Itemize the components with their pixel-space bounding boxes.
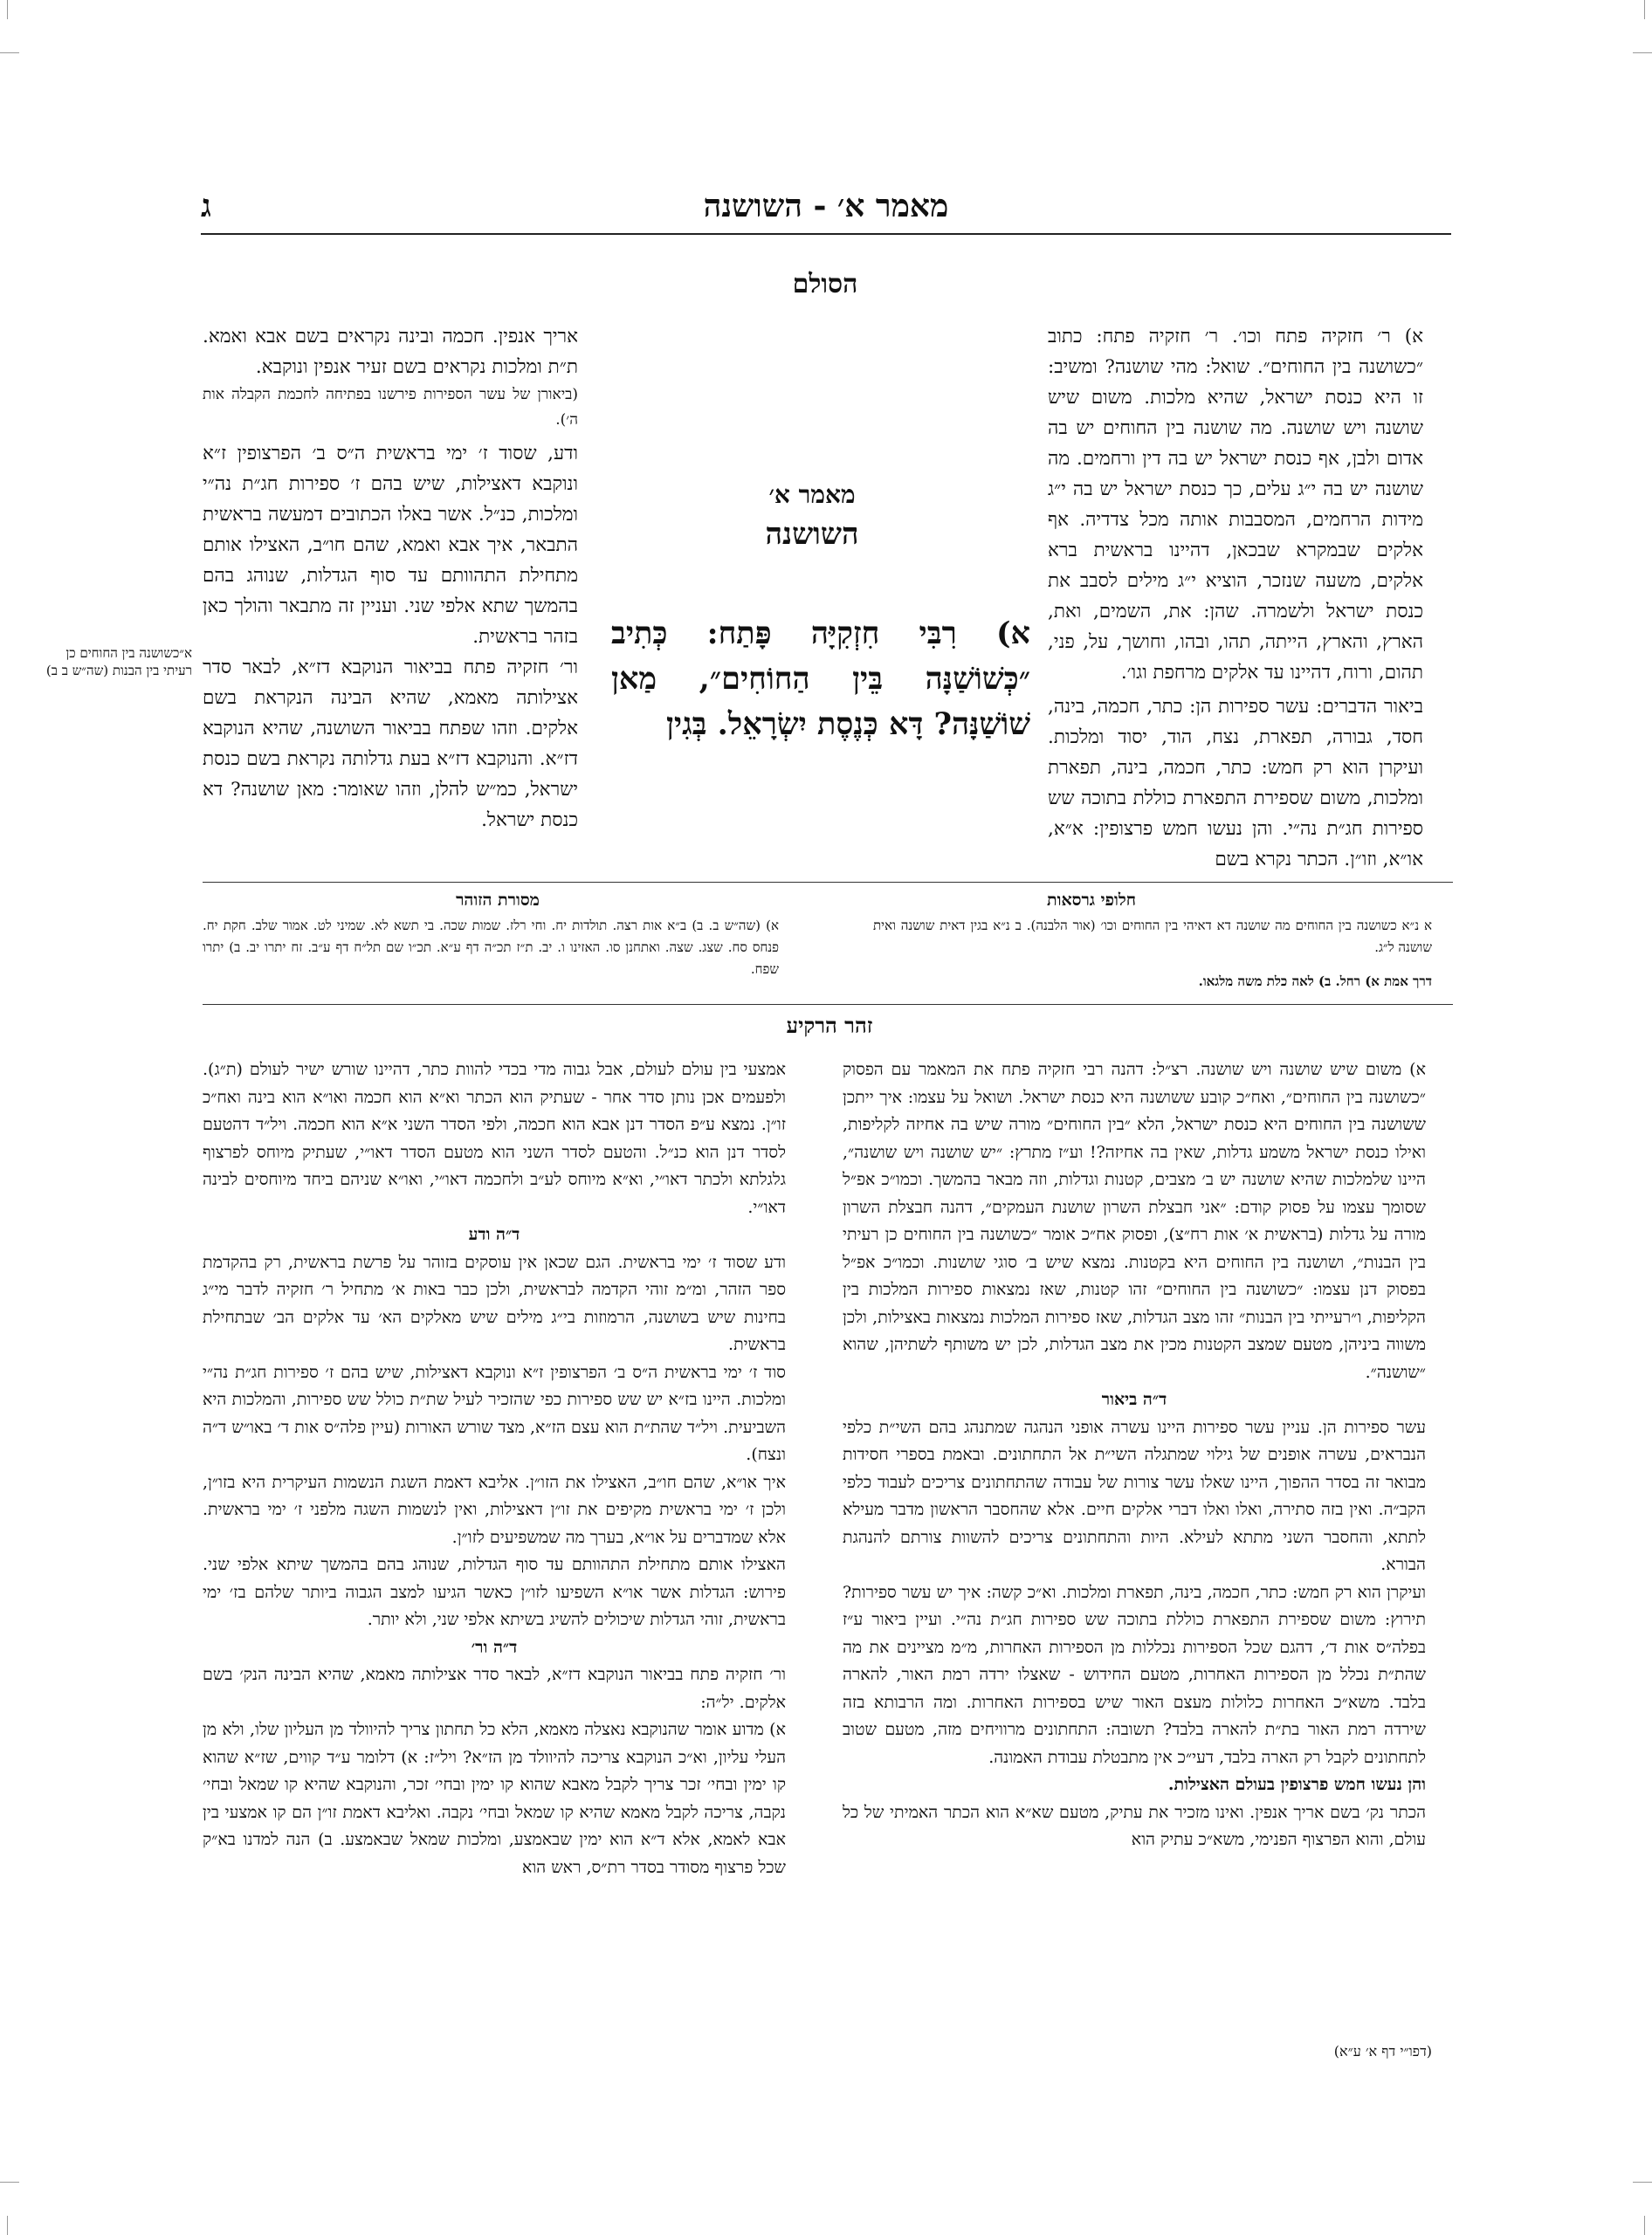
zohar-center-box (611, 480, 1013, 552)
rakia-paragraph: סוד ז׳ ימי בראשית ה״ס ב׳ הפרצופין ז״א ונוקבא דאצילות, שיש בהם ז׳ ספירות חג״ת נה״י ומלכות. היינו בז״א יש שש ספירות כפי שהזכיר לעיל שת״ת כולל שש ספירות, והמלכות היא השביעית. ויל״ד שהת״ת הוא עצם הז״א, מצד שורש האורות (עיין פלה״ס אות ד׳ באו״ש ד״ה ונצח). (203, 1362, 786, 1464)
section-title-sulam: הסולם (792, 269, 858, 299)
rakia-heading: ד״ה ביאור (1101, 1390, 1167, 1409)
mesorah-title: מסורת הזוהר (456, 891, 540, 910)
zohar-rakia-right-column (843, 1056, 1426, 1854)
rakia-paragraph: א) משום שיש שושנה ויש שושנה. רצ״ל: דהנה רבי חזקיה פתח את המאמר עם הפסוק ״כשושנה בין החוחים״, ואח״כ קובע ששושנה היא כנסת ישראל. ושואל על עצמו: איך ייתכן ששושנה בין החוחים היא כנסת ישראל, הלא ״בין החוחים״ מורה שיש בה אחיזה לקליפות, ואילו כנסת ישראל משמע גדלות, שאין בה אחיזה?! וע״ז מתרץ: ״יש שושנה ויש שושנה״, היינו שלמלכות שהיא שושנה יש ב׳ מצבים, קטנות וגדלות, וזה מבאר בהמשך. וכמו״כ אפ״ל שסומך עצמו על פסוק קודם: ״אני חבצלת השרון שושנת העמקים״, דהנה חבצלת השרון מורה על גדלות (בראשית א׳ אות רח״צ), ופסוק אח״כ אומר ״כשושנה בין החוחים כן רעיתי בין הבנות״, ושושנה בין החוחים היא בקטנות. נמצא שיש ב׳ סוגי שושנות. וכמו״כ אפ״ל בפסוק דנן עצמו: ״כשושנה בין החוחים״ זהו קטנות, שאז נמצאות ספירות המלכות בין הקליפות, ו״רעייתי בין הבנות״ זהו מצב הגדלות, שאז ספירות המלכות נמצאות באצילות, ולכן משווה ביניהן, מטעם שמצב הקטנות מכין את מצב הגדלות, לכן יש משותף לשתיהן, שהוא ״שושנה״. (843, 1060, 1426, 1382)
sulam-left-column (203, 321, 578, 836)
zohar-rakia-left-column (203, 1056, 786, 1881)
rakia-heading: ד״ה ודע (468, 1225, 520, 1244)
sulam-paragraph: ודע, שסוד ז׳ ימי בראשית ה״ס ב׳ הפרצופין ז״א ונוקבא דאצילות, שיש בהם ז׳ ספירות חג״ת נה״י ומלכות, כנ״ל. אשר באלו הכתובים דמעשה בראשית התבאר, איך אבא ואמא, שהם חו״ב, האצילו אותם מתחילת התהוותם עד סוף הגדלות, שנוהג בהם בהמשך שתא אלפי שני. ועניין זה מתבאר והולך כאן בזהר בראשית. (203, 443, 578, 648)
zohar-text: א) רִבִּי חִזְקִיָּה פָּתַח: כְּתִיב ״כְּשׁוֹשַׁנָּה בֵּין הַחוֹחִים״, מַאן שׁוֹשַׁנָּה? דָּא כְּנֶסֶת יִשְׂרָאֵל. בְּגִין (611, 615, 1030, 742)
rakia-heading: ד״ה ור׳ (471, 1637, 518, 1657)
sulam-paragraph: ביאור הדברים: עשר ספירות הן: כתר, חכמה, בינה, חסד, גבורה, תפארת, נצח, הוד, יסוד ומלכות. ועיקרן הוא רק חמש: כתר, חכמה, בינה, תפארת ומלכות, משום שספירת התפארת כוללת בתוכה שש ספירות חג״ת נה״י. והן נעשו חמש פרצופין: א״א, או״א, וזו״ן. הכתר נקרא בשם (1048, 696, 1423, 870)
rakia-paragraph: עשר ספירות הן. עניין עשר ספירות היינו עשרה אופני הנהגה שמתנהג בהם השי״ת כלפי הנבראים, עשרה אופנים של גילוי שמתגלה השי״ת אל התחתונים. ובאמת בספרי חסידות מבואר זה בסדר ההפוך, היינו שאלו עשר צורות של עבודה שהתחתונים צריכים לעבוד כלפי הקב״ה. ואין בזה סתירה, ואלו ואלו דברי אלקים חיים. אלא שהחסבר הראשון מדבר מעילא לתתא, והחסבר השני מתתא לעילא. היות והתחתונים צריכים להשוות צורתם להנהגת הבורא. (843, 1417, 1426, 1574)
crop-mark (0, 2182, 19, 2183)
sulam-paragraph: ור׳ חזקיה פתח בביאור הנוקבא דז״א, לבאר סדר אצילותה מאמא, שהיא הבינה הנקראת בשם אלקים. וזהו שפתח בביאור השושנה, שהיא הנוקבא דז״א. והנוקבא דז״א בעת גדלותה נקראת בשם כנסת ישראל, כמ״ש להלן, וזהו שאומר: מאן שושנה? דא כנסת ישראל. (203, 657, 578, 831)
rakia-paragraph: אמצעי בין עולם לעולם, אבל גבוה מדי בכדי להוות כתר, דהיינו שורש ישיר לעולם (ת״ג). ולפעמים אכן נותן סדר אחר - שעתיק הוא הכתר וא״א הוא חכמה ואו״א הוא בינה ואח״כ זו״ן. נמצא ע״פ הסדר דנן אבא הוא חכמה, ולפי הסדר השני א״א הוא חכמה. ויל״ד דהטעם לסדר דנן הוא כנ״ל. והטעם לסדר השני הוא מטעם הסדר דאו״י, שעתיק מיוחס לפרצוף גלגלתא ולכתר דאו״י, וא״א מיוחס לע״ב ולחכמה דאו״י, ואו״א שניהם ביחד מיוחסים לבינה דאו״י. (203, 1060, 786, 1217)
rakia-paragraph: הכתר נק׳ בשם אריך אנפין. ואינו מזכיר את עתיק, מטעם שא״א הוא הכתר האמיתי של כל עולם, והוא הפרצוף הפנימי, משא״כ עתיק הוא (843, 1802, 1426, 1849)
page-header (201, 188, 1451, 231)
rakia-paragraph: איך או״א, שהם חו״ב, האצילו את הזו״ן. אליבא דאמת השגת הנשמות העיקרית היא בזו״ן, ולכן ז׳ ימי בראשית מקיפים את זו״ן דאצילות, ואין לנשמות השגה מלפני ז׳ ימי בראשית. אלא שמדברים על או״א, בערך מה שמשפיעים לזו״ן. (203, 1472, 786, 1547)
header-rule (201, 233, 1451, 235)
sulam-note: (ביאורן של עשר הספירות פירשנו בפתיחה לחכמת הקבלה אות ה׳). (203, 386, 578, 429)
nusach-text: א נ״א כשושנה בין החוחים מה שושנה דא דאיהי בין החוחים וכו׳ (אור הלבנה). ב נ״א בגין דאית שושנה ואית שושנה ל״ג. (873, 918, 1432, 955)
sulam-paragraph: א) ר׳ חזקיה פתח וכו׳. ר׳ חזקיה פתח: כתוב ״כשושנה בין החוחים״. שואל: מהי שושנה? ומשיב: זו היא כנסת ישראל, שהיא מלכות. משום שיש שושנה ויש שושנה. מה שושנה בין החוחים יש בה אדום ולבן, אף כנסת ישראל יש בה דין ורחמים. מה שושנה יש בה י״ג עלים, כך כנסת ישראל יש בה י״ג מידות הרחמים, המסבבות אותה מכל צדדיה. אף אלקים שבמקרא שבכאן, דהיינו בראשית ברא אלקים, משעה שנזכר, הוציא י״ג מילים לסבב את כנסת ישראל ולשמרה. שהן: את, השמים, ואת, הארץ, והארץ, הייתה, תהו, ובהו, וחושך, על, פני, תהום, ורוח, דהיינו עד אלקים מרחפת וגו׳. (1048, 326, 1423, 684)
rakia-paragraph: האצילו אותם מתחילת התהוותם עד סוף הגדלות, שנוהג בהם בהמשך שיתא אלפי שני. פירוש: הגדלות אשר או״א השפיעו לזו״ן כאשר הגיעו למצב הגבוה ביותר שלהם בז׳ ימי בראשית, זוהי הגדלות שיכולים להשיג בשיתא אלפי שני, ולא יותר. (203, 1555, 786, 1629)
header-title: מאמר א׳ - השושנה (703, 188, 949, 224)
crop-mark (1633, 2182, 1652, 2183)
catchword: (דפו״י דף א׳ ע״א) (1333, 2043, 1432, 2060)
nusach-title: חלופי גרסאות (1047, 891, 1136, 910)
rakia-paragraph: והן נעשו חמש פרצופין בעולם האצילות. (1167, 1775, 1426, 1794)
crop-mark (1644, 2216, 1645, 2235)
rakia-paragraph: א) מדוע אומר שהנוקבא נאצלה מאמא, הלא כל תחתון צריך להיוולד מן העליון שלו, ולא מן העלי עליון, וא״כ הנוקבא צריכה להיוולד מן הז״א? ויל״ז: א) דלומר ע״ד קווים, שז״א שהוא קו ימין ובחי׳ זכר צריך לקבל מאבא שהוא קו ימין ובחי׳ זכר, והנוקבא שהיא קו שמאל ובחי׳ נקבה, צריכה לקבל מאמא שהיא קו שמאל ובחי׳ נקבה. ואליבא דאמת זו״ן הם קו אמצעי בין אבא לאמא, אלא ד״א הוא ימין שבאמצע, ומלכות שמאל שבאמצע. ב) הנה למדנו בא״ק שכל פרצוף מסודר בסדר רת״ס, ראש הוא (203, 1720, 786, 1877)
page-number: ג (201, 188, 211, 224)
margin-note: א״כשושנה בין החוחים כן רעיתי בין הבנות (שה״ש ב ב) (45, 645, 192, 678)
maamar-name: השושנה (765, 517, 859, 552)
crop-mark (7, 2216, 8, 2235)
crop-mark (1633, 52, 1652, 53)
rakia-paragraph: ועיקרן הוא רק חמש: כתר, חכמה, בינה, תפארת ומלכות. וא״כ קשה: איך יש עשר ספירות? תירוץ: משום שספירת התפארת כוללת בתוכה שש ספירות חג״ת נה״י. ועיין ביאור ע״ז בפלה״ס אות ד׳, דהגם שכל הספירות נכללות מן הספירות האחרות, מ״מ מציינים את מה שהת״ת נכלל מן הספירות האחרות, מטעם החידוש - שאצלו ירדה רמת האור, להארה בלבד. משא״כ האחרות כלולות מעצם האור שיש בספירות האחרות. ומה הרבותא בזה שירדה רמת האור בת״ת להארה בלבד? תשובה: התחתונים מרוויחים מזה, מטעם שטוב לתחתונים לקבל רק הארה בלבד, דעי״כ אין מתבטלת עבודת האמונה. (843, 1582, 1426, 1767)
maamar-label: מאמר א׳ (768, 480, 856, 509)
rakia-paragraph: ור׳ חזקיה פתח בביאור הנוקבא דז״א, לבאר סדר אצילותה מאמא, שהיא הבינה הנק׳ בשם אלקים. יל״ה: (203, 1665, 786, 1712)
crop-mark (1644, 0, 1645, 19)
rakia-paragraph: ודע שסוד ז׳ ימי בראשית. הגם שכאן אין עוסקים בזוהר על פרשת בראשית, רק בהקדמת ספר הזהר, ומ״מ זוהי הקדמה לבראשית, ולכן כבר באות א׳ מתחיל ר׳ חזקיה לדבר מי״ג בחינות שיש בשושנה, הרמוזות בי״ג מילים שיש מאלקים הא׳ עד אלקים הב׳ שבתחילת בראשית. (203, 1252, 786, 1354)
crop-mark (0, 52, 19, 53)
section-title-zohar-harakia: זהר הרקיע (786, 1013, 873, 1038)
crop-mark (7, 0, 8, 19)
mesorah-text: א) (שה״ש ב. ב) ב״א אות רצה. תולדות יח. וחי רלז. שמות שכה. בי תשא לא. שמיני לט. אמור שלב. חקת יח. פנחס סח. שצג. שצה. ואתחנן סו. האזינו ו. יב. ת״ז תכ״ה דף ע״א. תכ״ו שם תל״ח דף ע״ב. זח יתרו יב. ב) יתרו שפח. (203, 918, 779, 977)
footnote-rule (203, 882, 1453, 883)
derech-emet: דרך אמת א) רחל. ב) לאה כלת משה מלגאו. (1198, 973, 1432, 989)
sulam-paragraph: אריך אנפין. חכמה ובינה נקראים בשם אבא ואמא. ת״ת ומלכות נקראים בשם זעיר אנפין ונוקבא. (203, 326, 578, 378)
sulam-right-column (1048, 321, 1423, 875)
section-rule (203, 1004, 1453, 1005)
